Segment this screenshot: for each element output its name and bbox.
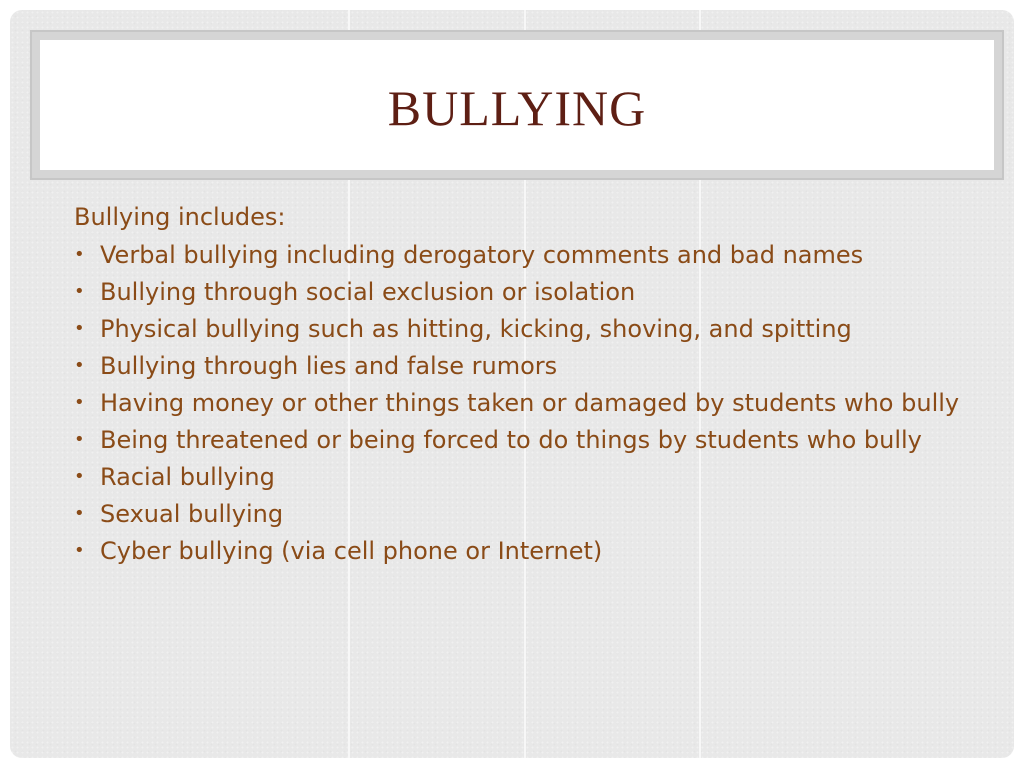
bullet-text: Physical bullying such as hitting, kicking, shoving, and spitting bbox=[100, 315, 852, 343]
list-item bbox=[74, 425, 974, 455]
bullet-icon: • bbox=[74, 392, 85, 413]
list-item bbox=[74, 499, 974, 529]
bullet-icon: • bbox=[74, 466, 85, 487]
slide bbox=[10, 10, 1014, 758]
bullet-text: Sexual bullying bbox=[100, 500, 284, 528]
list-item bbox=[74, 240, 974, 270]
bullet-icon: • bbox=[74, 429, 85, 450]
bullet-icon: • bbox=[74, 281, 85, 302]
bullet-icon: • bbox=[74, 318, 85, 339]
list-item bbox=[74, 351, 974, 381]
list-item bbox=[74, 388, 974, 418]
bullet-text: Bullying through social exclusion or isolation bbox=[100, 278, 636, 306]
title-frame bbox=[30, 30, 1004, 180]
slide-title: BULLYING bbox=[387, 80, 647, 136]
bullet-icon: • bbox=[74, 355, 85, 376]
bullet-text: Having money or other things taken or damaged by students who bully bbox=[100, 389, 960, 417]
content-area bbox=[74, 202, 974, 573]
list-item bbox=[74, 536, 974, 566]
list-item bbox=[74, 314, 974, 344]
bullet-text: Racial bullying bbox=[100, 463, 275, 491]
intro-text: Bullying includes: bbox=[74, 203, 286, 231]
list-item bbox=[74, 462, 974, 492]
bullet-text: Being threatened or being forced to do things by students who bully bbox=[100, 426, 922, 454]
bullet-list bbox=[74, 240, 974, 566]
title-box bbox=[40, 40, 994, 170]
bullet-text: Bullying through lies and false rumors bbox=[100, 352, 558, 380]
bullet-text: Verbal bullying including derogatory comments and bad names bbox=[100, 241, 864, 269]
bullet-icon: • bbox=[74, 503, 85, 524]
bullet-icon: • bbox=[74, 540, 85, 561]
bullet-text: Cyber bullying (via cell phone or Internet) bbox=[100, 537, 603, 565]
list-item bbox=[74, 277, 974, 307]
bullet-icon: • bbox=[74, 244, 85, 265]
